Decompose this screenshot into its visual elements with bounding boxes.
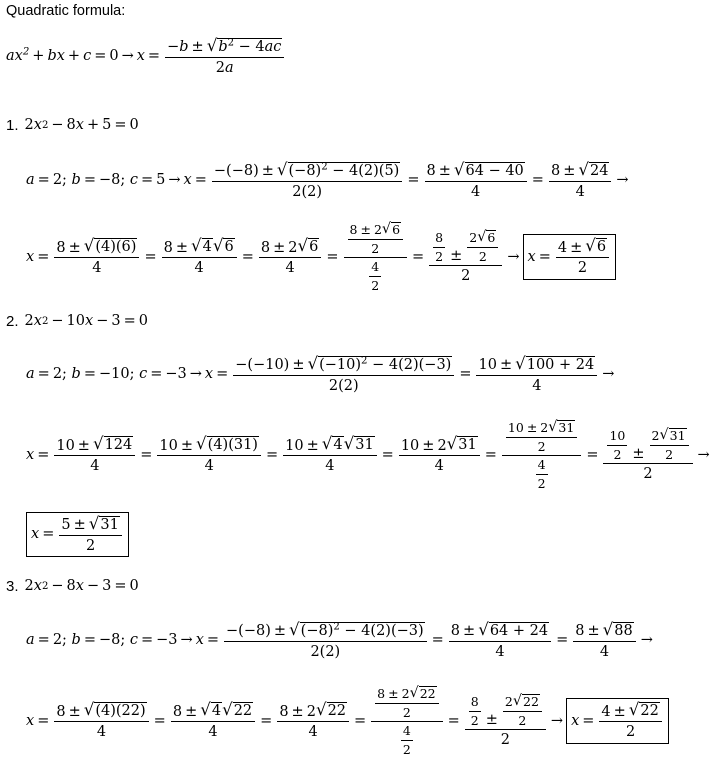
problem-3-step-2: x = 8 ± √ (4)(22) 4 = 8 ± √ 4 √ 22 4 = 8 ± 2 √ 22 4 = 8 ± 2 √ 22 2 $\frac{4}{2}$ = $\frac{8}{2}$ ± 2 √ 22 2 2 → x = 4 ± √ 22 2: [26, 686, 669, 756]
general-formula-fraction: − b ± √ $b^2 - 4ac$ 2 a: [165, 38, 284, 75]
problem-3-step-1: a = 2; b = −8; c = −3 → x = −(−8) ± √ $(-8)^2 - 4(2)(-3)$ 2(2) = 8 ± √ 64 + 24 4 = 8 ± √ 88 4 →: [26, 620, 653, 660]
problem-2-label: 2.: [6, 313, 19, 330]
problem-1-step-1: a = 2; b = −8; c = 5 → x = −(−8) ± √ $(-8)^2 - 4(2)(5)$ 2(2) = 8 ± √ 64 − 40 4 = 8 ± √ 24 4 →: [26, 160, 629, 200]
problem-3-label: 3.: [6, 578, 19, 595]
problem-2-answer-box: x = 5 ± √ 31 2: [26, 512, 129, 557]
page-title: [6, 4, 125, 19]
problem-1-equation: 1. 2 x 2 − 8 x + 5 = 0: [6, 117, 139, 134]
general-formula: $ax^2$ + bx + c = 0 → x = − b ± √ $b^2 - 4ac$ 2 a: [6, 38, 286, 75]
problem-2-step-2: x = 10 ± √ 124 4 = 10 ± √ (4)(31) 4 = 10 ± √ 4 √ 31 4 = 10 ± 2 √ 31 4 = 10 ± 2 √ 31 2 $\frac{4}{2}$ = $\frac{10}{2}$ ± 2 √ 31 2 2 →: [26, 419, 710, 491]
problem-2-answer: [26, 512, 129, 557]
problem-2-step-1: a = 2; b = −10; c = −3 → x = −(−10) ± √ $(-10)^2 - 4(2)(-3)$ 2(2) = 10 ± √ 100 + 24 4 →: [26, 354, 615, 394]
problem-1-label: 1.: [6, 117, 19, 134]
problem-3-answer-box: x = 4 ± √ 22 2: [566, 698, 669, 743]
problem-3-equation: 3. 2 x 2 − 8 x − 3 = 0: [6, 578, 139, 595]
problem-1-step-2: x = 8 ± √ (4)(6) 4 = 8 ± √ 4 √ 6 4 = 8 ± 2 √ 6 4 = 8 ± 2 √ 6 2 $\frac{4}{2}$ = $\frac{8}{2}$ ± 2 √ 6 2 2 → x = 4 ± √ 6 2: [26, 222, 616, 292]
problem-1-answer-box: x = 4 ± √ 6 2: [523, 234, 617, 279]
title-text: Quadratic formula:: [6, 3, 126, 19]
problem-2-equation: 2. 2 x 2 − 10 x − 3 = 0: [6, 313, 148, 330]
